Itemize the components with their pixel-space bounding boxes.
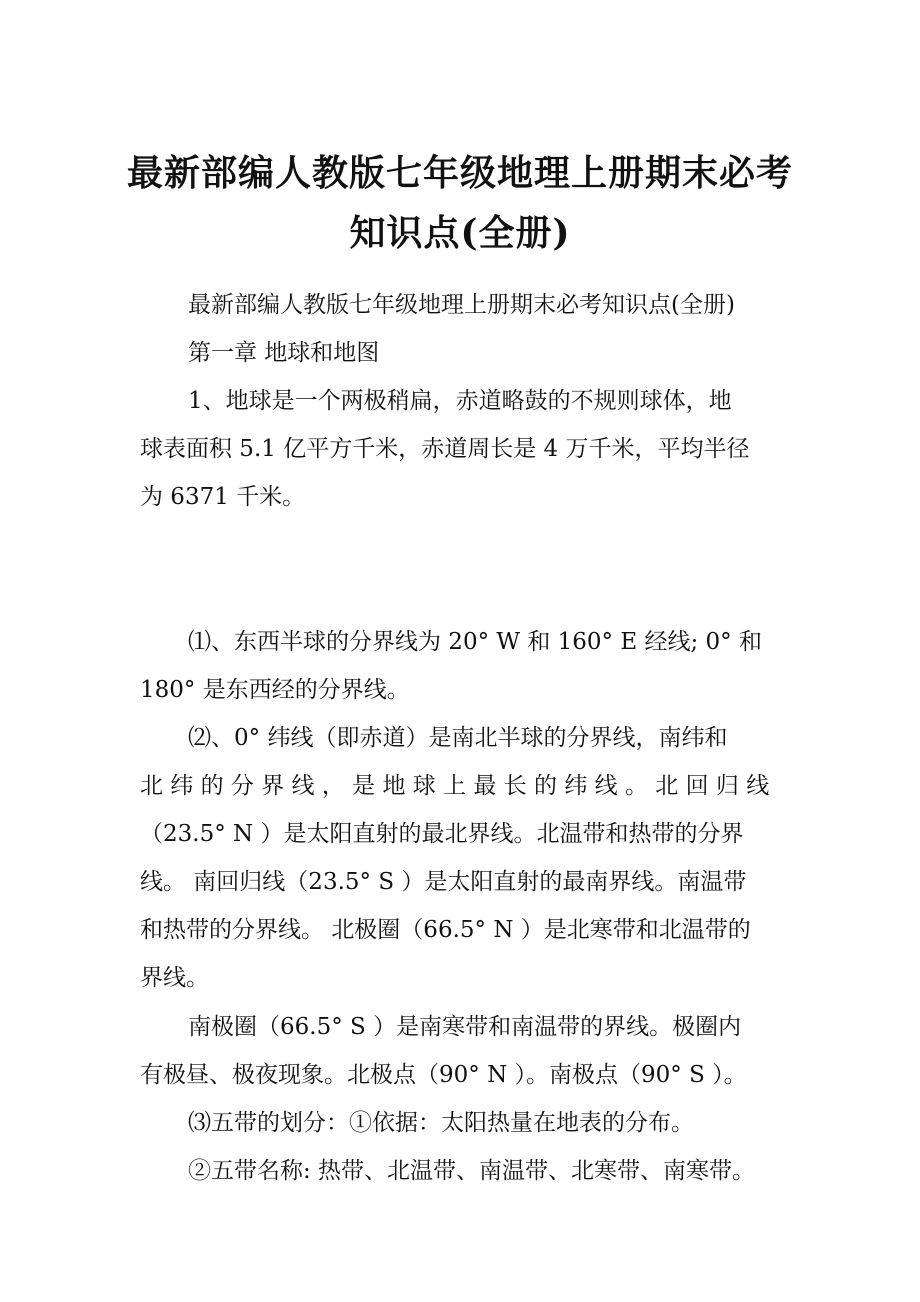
paragraph-line: （23.5° N ）是太阳直射的最北界线。北温带和热带的分界 bbox=[140, 821, 744, 847]
paragraph-line: ⑵、0° 纬线（即赤道）是南北半球的分界线，南纬和 bbox=[188, 725, 728, 751]
paragraph-line: 有极昼、极夜现象。北极点（90° N ）。南极点（90° S ）。 bbox=[140, 1062, 747, 1088]
paragraph-line: 1、地球是一个两极稍扁，赤道略鼓的不规则球体，地 bbox=[188, 388, 732, 414]
paragraph-line: 为 6371 千米。 bbox=[140, 484, 306, 510]
paragraph-line: ②五带名称: 热带、北温带、南温带、北寒带、南寒带。 bbox=[188, 1158, 756, 1184]
paragraph-line: ⑴、东西半球的分界线为 20° W 和 160° E 经线; 0° 和 bbox=[188, 629, 762, 655]
paragraph-line: 和热带的分界线。 北极圈（66.5° N ）是北寒带和北温带的 bbox=[140, 917, 751, 943]
paragraph-line: ⑶五带的划分：①依据：太阳热量在地表的分布。 bbox=[188, 1110, 694, 1136]
document-title-line-1: 最新部编人教版七年级地理上册期末必考 bbox=[126, 152, 793, 194]
paragraph-line: 180° 是东西经的分界线。 bbox=[140, 677, 410, 703]
paragraph-line: 球表面积 5.1 亿平方千米，赤道周长是 4 万千米，平均半径 bbox=[140, 436, 750, 462]
paragraph-line: 南极圈（66.5° S ）是南寒带和南温带的界线。极圈内 bbox=[188, 1014, 742, 1040]
subtitle: 最新部编人教版七年级地理上册期末必考知识点(全册) bbox=[188, 292, 735, 318]
paragraph-line: 界线。 bbox=[140, 965, 209, 991]
document-title-line-2: 知识点(全册) bbox=[349, 212, 571, 254]
paragraph-line: 北 纬 的 分 界 线 ， 是 地 球 上 最 长 的 纬 线 。 北 回 归 线 bbox=[140, 773, 770, 799]
paragraph-line: 线。 南回归线（23.5° S ）是太阳直射的最南界线。南温带 bbox=[140, 869, 747, 895]
chapter-heading: 第一章 地球和地图 bbox=[188, 340, 380, 366]
